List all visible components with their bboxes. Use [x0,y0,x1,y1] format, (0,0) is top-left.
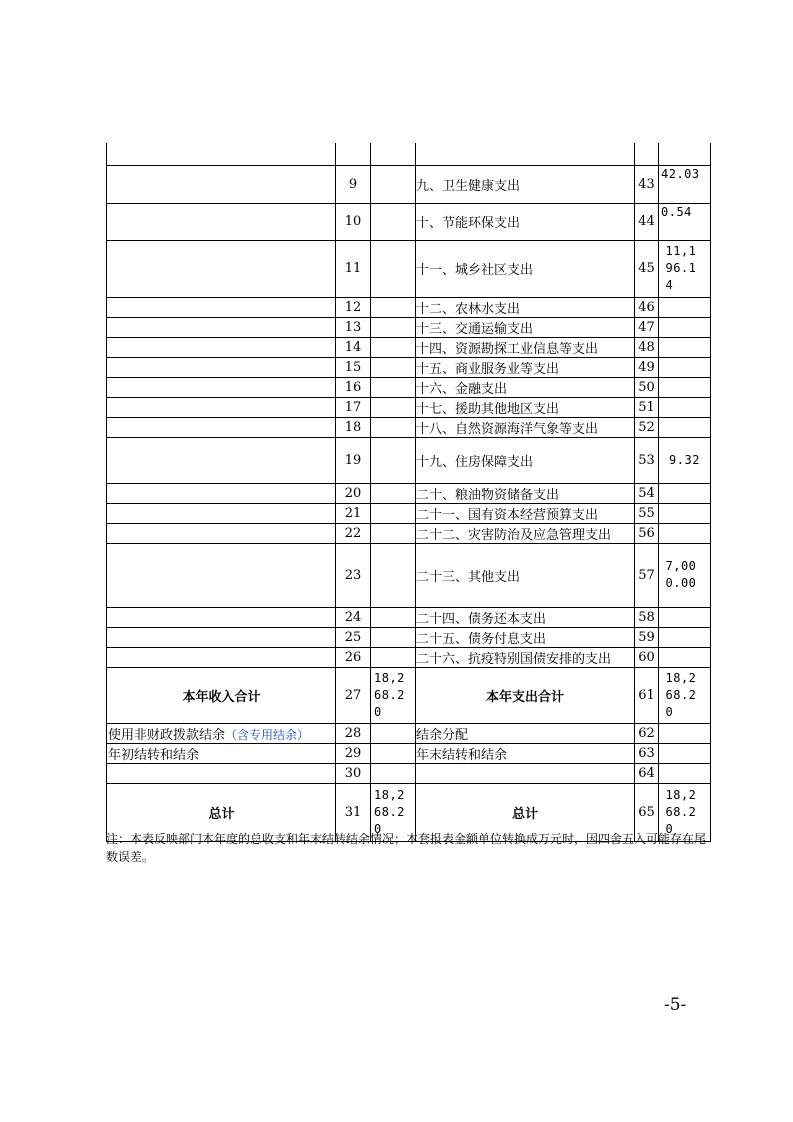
cell-text: 42.03 [661,166,700,181]
cell-c1 [107,667,336,723]
table-row [107,397,711,417]
cell-text: 二十、粮油物资储备支出 [416,487,560,503]
cell-text: 18,268.20 [374,787,405,836]
cell-text: 44 [638,214,655,229]
cell-text: 28 [344,725,362,741]
cell-c3 [371,397,416,417]
cell-c3 [371,523,416,543]
cell-c1 [107,165,336,203]
cell-text: 0.54 [661,204,692,219]
cell-c1 [107,397,336,417]
cell-c5 [635,763,659,783]
cell-text: 15 [344,359,362,375]
cell-c3 [371,317,416,337]
cell-c6 [659,743,711,763]
table-row [107,743,711,763]
cell-c5 [635,337,659,357]
cell-text: 14 [344,339,362,355]
cell-c6 [659,417,711,437]
cell-c1 [107,417,336,437]
table-row [107,503,711,523]
cell-text: 本年收入合计 [182,689,261,705]
cell-c6 [659,483,711,503]
cell-text: 45 [638,261,655,276]
cell-c2 [336,483,371,503]
cell-text: 18 [344,419,362,435]
cell-text: 54 [638,485,655,501]
cell-text: 二十五、债务付息支出 [416,631,547,647]
cell-c5 [635,647,659,667]
table-row [107,607,711,627]
cell-c1 [107,723,336,743]
cell-c2 [336,743,371,763]
cell-text: 十、节能环保支出 [416,216,521,231]
cell-text: 18,268.20 [665,787,697,836]
table-row [107,317,711,337]
cell-c1 [107,543,336,607]
cell-text: 30 [344,765,362,781]
cell-c6 [659,337,711,357]
cell-c2 [336,317,371,337]
cell-c5 [635,483,659,503]
cell-c6 [659,203,711,240]
cell-text: 九、卫生健康支出 [416,178,521,194]
cell-text: 11 [344,261,362,276]
cell-c3 [371,503,416,523]
cell-text: 22 [344,525,362,541]
cell-c1 [107,607,336,627]
cell-text: 49 [638,359,655,375]
cell-c4 [416,143,635,165]
cell-text: 63 [638,745,655,761]
table-row [107,763,711,783]
cell-c4 [416,240,635,297]
cell-c4 [416,503,635,523]
cell-text: 十七、援助其他地区支出 [416,401,560,417]
cell-c6 [659,143,711,165]
cell-c6 [659,667,711,723]
cell-text: 十一、城乡社区支出 [416,263,534,278]
cell-text: 总计 [208,806,235,822]
cell-c1 [107,337,336,357]
cell-c4 [416,483,635,503]
cell-c3 [371,417,416,437]
cell-c2 [336,667,371,723]
cell-c3 [371,667,416,723]
cell-c2 [336,417,371,437]
table-row [107,337,711,357]
cell-text: 53 [638,452,655,468]
cell-text: 55 [638,505,655,521]
cell-text: 二十二、灾害防治及应急管理支出 [416,527,612,543]
cell-text: 59 [638,629,655,645]
cell-text: 29 [344,745,362,761]
cell-text: 43 [638,176,655,192]
table-row [107,357,711,377]
cell-c3 [371,240,416,297]
cell-text: 60 [638,649,655,665]
cell-c6 [659,297,711,317]
cell-text: 7,000.00 [665,559,697,590]
cell-text: 31 [344,804,362,820]
cell-text: 48 [638,339,655,355]
cell-c3 [371,543,416,607]
cell-c3 [371,483,416,503]
cell-c4 [416,297,635,317]
cell-text: 十八、自然资源海洋气象等支出 [416,421,599,437]
cell-text: 二十三、其他支出 [416,569,521,585]
table-row [107,203,711,240]
cell-c6 [659,437,711,483]
cell-c2 [336,357,371,377]
cell-text: 十二、农林水支出 [416,301,521,317]
cell-c3 [371,607,416,627]
cell-text: 64 [638,765,655,781]
table-row [107,723,711,743]
cell-paren-note: （含专用结余） [225,727,310,742]
cell-text: 26 [344,649,362,665]
cell-c5 [635,397,659,417]
cell-c1 [107,437,336,483]
cell-c5 [635,667,659,723]
cell-c4 [416,763,635,783]
cell-text: 47 [638,319,655,335]
cell-c4 [416,317,635,337]
cell-c6 [659,607,711,627]
cell-c5 [635,523,659,543]
cell-text: 本年支出合计 [485,689,564,705]
cell-c3 [371,437,416,483]
cell-text: 10 [344,214,362,229]
cell-text: 46 [638,299,655,315]
cell-text: 12 [344,299,362,315]
cell-c2 [336,503,371,523]
cell-c6 [659,723,711,743]
table-row [107,647,711,667]
cell-c5 [635,627,659,647]
cell-text: 61 [638,687,655,703]
cell-c4 [416,437,635,483]
cell-text: 65 [638,804,655,820]
cell-c5 [635,503,659,523]
cell-text: 年初结转和结余 [108,747,200,763]
cell-c5 [635,607,659,627]
cell-c3 [371,337,416,357]
cell-c6 [659,377,711,397]
table-row [107,297,711,317]
cell-c1 [107,647,336,667]
cell-c5 [635,377,659,397]
cell-c2 [336,297,371,317]
cell-text: 结余分配 [416,727,469,743]
cell-c2 [336,377,371,397]
cell-c5 [635,357,659,377]
cell-c2 [336,397,371,417]
cell-c3 [371,143,416,165]
cell-c1 [107,203,336,240]
cell-c2 [336,337,371,357]
table-row [107,627,711,647]
cell-text: 二十一、国有资本经营预算支出 [416,507,599,523]
cell-c6 [659,503,711,523]
cell-c6 [659,357,711,377]
cell-text: 总计 [511,806,538,822]
table-row [107,143,711,165]
cell-text: 13 [344,319,362,335]
cell-c6 [659,647,711,667]
cell-c3 [371,203,416,240]
cell-c1 [107,483,336,503]
cell-c6 [659,397,711,417]
table-row [107,543,711,607]
budget-table [106,143,711,842]
cell-c1 [107,357,336,377]
table-row [107,417,711,437]
cell-text: 27 [344,687,362,703]
cell-text: 51 [638,399,655,415]
cell-c1 [107,297,336,317]
cell-c2 [336,240,371,297]
cell-c2 [336,723,371,743]
cell-c2 [336,763,371,783]
cell-text: 23 [344,567,362,583]
cell-text: 56 [638,525,655,541]
cell-text: 17 [344,399,362,415]
cell-c1 [107,377,336,397]
page-number: -5- [664,995,687,1015]
cell-c5 [635,417,659,437]
cell-c4 [416,337,635,357]
table-row [107,165,711,203]
cell-c2 [336,165,371,203]
cell-text: 十五、商业服务业等支出 [416,361,560,377]
cell-c5 [635,203,659,240]
cell-c4 [416,743,635,763]
cell-text: 十四、资源勘探工业信息等支出 [416,341,599,357]
cell-c3 [371,723,416,743]
cell-c4 [416,165,635,203]
cell-c4 [416,203,635,240]
cell-c5 [635,240,659,297]
cell-c1 [107,143,336,165]
cell-c5 [635,543,659,607]
cell-c1 [107,317,336,337]
cell-c3 [371,357,416,377]
cell-c6 [659,523,711,543]
cell-c3 [371,647,416,667]
table-row [107,483,711,503]
cell-c6 [659,240,711,297]
cell-text: 二十四、债务还本支出 [416,611,547,627]
cell-c2 [336,627,371,647]
cell-text: 年末结转和结余 [416,747,508,763]
table-footnote: 注：本表反映部门本年度的总收支和年末结转结余情况；本套报表金额单位转换成万元时，因四舍五入可能存在尾数误差。 [106,832,707,864]
cell-c4 [416,543,635,607]
cell-text: 58 [638,609,655,625]
cell-c1 [107,503,336,523]
cell-text: 使用非财政拨款结余 [108,727,226,743]
cell-c5 [635,317,659,337]
cell-c2 [336,607,371,627]
cell-c1 [107,743,336,763]
cell-text: 16 [344,379,362,395]
cell-c3 [371,743,416,763]
cell-c2 [336,523,371,543]
cell-text: 十六、金融支出 [416,381,508,397]
cell-text: 62 [638,725,655,741]
cell-c5 [635,143,659,165]
cell-c1 [107,523,336,543]
cell-c6 [659,165,711,203]
cell-text: 50 [638,379,655,395]
cell-c6 [659,627,711,647]
table-row [107,437,711,483]
cell-text: 20 [344,485,362,501]
cell-c2 [336,647,371,667]
cell-c4 [416,377,635,397]
cell-c5 [635,743,659,763]
cell-c3 [371,377,416,397]
cell-text: 57 [638,567,655,583]
cell-text: 二十六、抗疫特别国债安排的支出 [416,651,612,667]
cell-text: 18,268.20 [665,670,697,719]
cell-text: 52 [638,419,655,435]
cell-text: 24 [344,609,362,625]
cell-text: 21 [344,505,362,521]
cell-c2 [336,203,371,240]
table-row [107,377,711,397]
cell-text: 18,268.20 [374,670,405,719]
cell-c5 [635,165,659,203]
cell-text: 十九、住房保障支出 [416,454,534,470]
cell-c3 [371,763,416,783]
table-row [107,523,711,543]
cell-c5 [635,437,659,483]
cell-c4 [416,397,635,417]
cell-c2 [336,143,371,165]
cell-c4 [416,647,635,667]
cell-c3 [371,297,416,317]
table-row [107,667,711,723]
cell-text: 19 [344,452,362,468]
cell-c6 [659,763,711,783]
cell-text: 25 [344,629,362,645]
cell-c1 [107,627,336,647]
cell-c5 [635,723,659,743]
cell-c4 [416,607,635,627]
cell-text: 9 [348,176,358,192]
cell-c5 [635,297,659,317]
cell-c4 [416,357,635,377]
cell-c1 [107,240,336,297]
cell-c2 [336,543,371,607]
cell-c6 [659,317,711,337]
cell-c3 [371,627,416,647]
cell-text: 11,196.14 [665,244,697,292]
cell-text: 9.32 [669,452,700,467]
cell-c2 [336,437,371,483]
cell-c3 [371,165,416,203]
cell-c4 [416,417,635,437]
cell-c1 [107,763,336,783]
table-row [107,240,711,297]
cell-text: 十三、交通运输支出 [416,321,534,337]
cell-c6 [659,543,711,607]
cell-c4 [416,627,635,647]
cell-c4 [416,667,635,723]
cell-c4 [416,723,635,743]
cell-c4 [416,523,635,543]
